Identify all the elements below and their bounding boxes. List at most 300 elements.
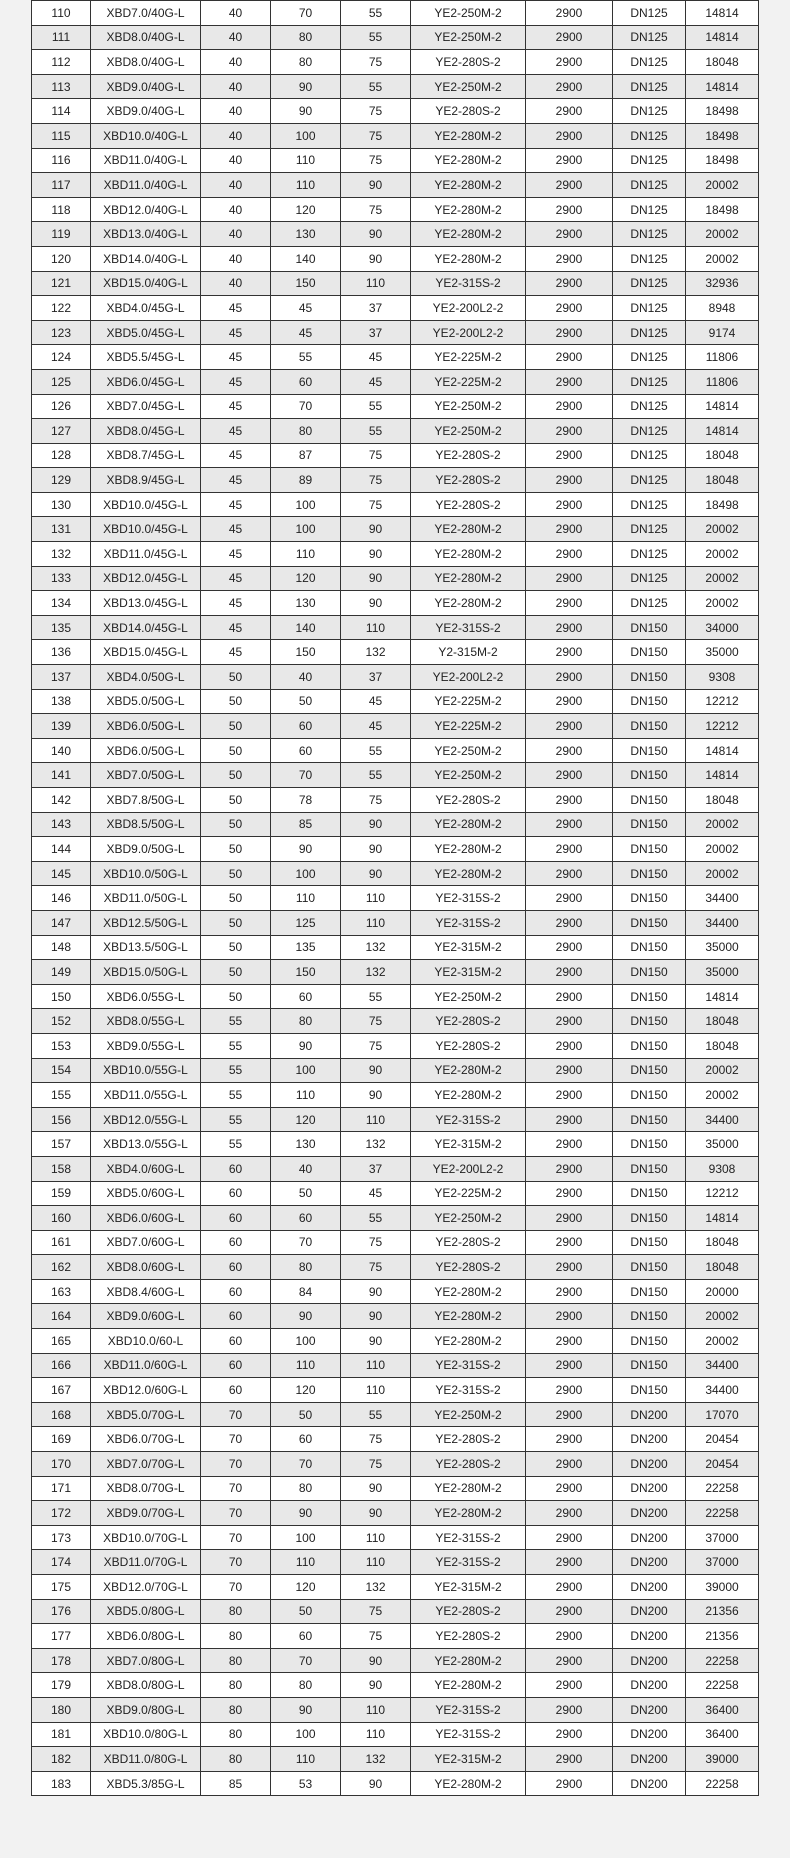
power-cell: 132 (341, 1132, 411, 1157)
row-number: 120 (32, 246, 91, 271)
outlet-size-cell: DN200 (613, 1525, 686, 1550)
outlet-size-cell: DN200 (613, 1476, 686, 1501)
head-cell: 110 (271, 886, 341, 911)
model-cell: XBD5.0/50G-L (91, 689, 201, 714)
outlet-size-cell: DN125 (613, 99, 686, 124)
motor-model-cell: YE2-280M-2 (411, 812, 526, 837)
flow-cell: 40 (201, 74, 271, 99)
flow-cell: 50 (201, 714, 271, 739)
model-cell: XBD5.0/70G-L (91, 1402, 201, 1427)
table-row (32, 99, 759, 124)
row-number: 181 (32, 1722, 91, 1747)
model-cell: XBD4.0/50G-L (91, 665, 201, 690)
motor-model-cell: YE2-280M-2 (411, 837, 526, 862)
row-number: 131 (32, 517, 91, 542)
head-cell: 90 (271, 1304, 341, 1329)
row-number: 147 (32, 910, 91, 935)
table-row (32, 369, 759, 394)
row-number: 145 (32, 861, 91, 886)
model-cell: XBD9.0/60G-L (91, 1304, 201, 1329)
model-cell: XBD12.0/70G-L (91, 1575, 201, 1600)
table-row (32, 861, 759, 886)
power-cell: 110 (341, 271, 411, 296)
outlet-size-cell: DN150 (613, 837, 686, 862)
table-row (32, 345, 759, 370)
weight-cell: 9174 (686, 320, 759, 345)
flow-cell: 50 (201, 960, 271, 985)
flow-cell: 50 (201, 689, 271, 714)
head-cell: 150 (271, 960, 341, 985)
speed-cell: 2900 (526, 1550, 613, 1575)
model-cell: XBD9.0/55G-L (91, 1033, 201, 1058)
motor-model-cell: YE2-315M-2 (411, 960, 526, 985)
weight-cell: 14814 (686, 763, 759, 788)
table-row (32, 1697, 759, 1722)
speed-cell: 2900 (526, 173, 613, 198)
outlet-size-cell: DN125 (613, 123, 686, 148)
table-row (32, 1279, 759, 1304)
model-cell: XBD13.5/50G-L (91, 935, 201, 960)
row-number: 175 (32, 1575, 91, 1600)
speed-cell: 2900 (526, 1107, 613, 1132)
outlet-size-cell: DN150 (613, 788, 686, 813)
head-cell: 90 (271, 1501, 341, 1526)
weight-cell: 39000 (686, 1747, 759, 1772)
model-cell: XBD8.4/60G-L (91, 1279, 201, 1304)
outlet-size-cell: DN125 (613, 25, 686, 50)
power-cell: 55 (341, 1402, 411, 1427)
speed-cell: 2900 (526, 1722, 613, 1747)
flow-cell: 60 (201, 1230, 271, 1255)
flow-cell: 50 (201, 763, 271, 788)
flow-cell: 70 (201, 1402, 271, 1427)
motor-model-cell: YE2-280S-2 (411, 443, 526, 468)
motor-model-cell: YE2-280S-2 (411, 492, 526, 517)
head-cell: 70 (271, 1, 341, 26)
model-cell: XBD10.0/40G-L (91, 123, 201, 148)
model-cell: XBD15.0/45G-L (91, 640, 201, 665)
table-row (32, 1156, 759, 1181)
model-cell: XBD5.0/45G-L (91, 320, 201, 345)
row-number: 134 (32, 591, 91, 616)
power-cell: 75 (341, 1033, 411, 1058)
model-cell: XBD7.0/80G-L (91, 1648, 201, 1673)
outlet-size-cell: DN150 (613, 689, 686, 714)
outlet-size-cell: DN125 (613, 74, 686, 99)
row-number: 112 (32, 50, 91, 75)
motor-model-cell: YE2-200L2-2 (411, 296, 526, 321)
head-cell: 100 (271, 1058, 341, 1083)
power-cell: 110 (341, 910, 411, 935)
outlet-size-cell: DN125 (613, 173, 686, 198)
speed-cell: 2900 (526, 1673, 613, 1698)
motor-model-cell: YE2-250M-2 (411, 763, 526, 788)
power-cell: 110 (341, 1550, 411, 1575)
row-number: 167 (32, 1378, 91, 1403)
outlet-size-cell: DN150 (613, 1107, 686, 1132)
weight-cell: 20002 (686, 591, 759, 616)
model-cell: XBD10.0/50G-L (91, 861, 201, 886)
flow-cell: 40 (201, 99, 271, 124)
power-cell: 37 (341, 665, 411, 690)
motor-model-cell: YE2-315S-2 (411, 1107, 526, 1132)
power-cell: 90 (341, 1304, 411, 1329)
weight-cell: 18048 (686, 788, 759, 813)
weight-cell: 22258 (686, 1476, 759, 1501)
model-cell: XBD10.0/70G-L (91, 1525, 201, 1550)
outlet-size-cell: DN150 (613, 1058, 686, 1083)
weight-cell: 11806 (686, 369, 759, 394)
power-cell: 45 (341, 369, 411, 394)
table-row (32, 320, 759, 345)
head-cell: 50 (271, 689, 341, 714)
row-number: 123 (32, 320, 91, 345)
table-row (32, 1107, 759, 1132)
flow-cell: 45 (201, 492, 271, 517)
table-row (32, 1009, 759, 1034)
flow-cell: 70 (201, 1452, 271, 1477)
motor-model-cell: YE2-315S-2 (411, 1353, 526, 1378)
outlet-size-cell: DN125 (613, 148, 686, 173)
row-number: 172 (32, 1501, 91, 1526)
row-number: 113 (32, 74, 91, 99)
head-cell: 100 (271, 123, 341, 148)
outlet-size-cell: DN125 (613, 1, 686, 26)
weight-cell: 36400 (686, 1697, 759, 1722)
power-cell: 75 (341, 1255, 411, 1280)
model-cell: XBD7.0/70G-L (91, 1452, 201, 1477)
power-cell: 55 (341, 738, 411, 763)
row-number: 110 (32, 1, 91, 26)
head-cell: 89 (271, 468, 341, 493)
outlet-size-cell: DN125 (613, 468, 686, 493)
flow-cell: 40 (201, 1, 271, 26)
table-row (32, 1747, 759, 1772)
flow-cell: 80 (201, 1599, 271, 1624)
row-number: 137 (32, 665, 91, 690)
flow-cell: 70 (201, 1575, 271, 1600)
outlet-size-cell: DN150 (613, 714, 686, 739)
model-cell: XBD13.0/55G-L (91, 1132, 201, 1157)
motor-model-cell: YE2-280M-2 (411, 123, 526, 148)
motor-model-cell: YE2-225M-2 (411, 689, 526, 714)
speed-cell: 2900 (526, 1624, 613, 1649)
model-cell: XBD10.0/45G-L (91, 492, 201, 517)
weight-cell: 14814 (686, 25, 759, 50)
weight-cell: 20002 (686, 861, 759, 886)
outlet-size-cell: DN200 (613, 1402, 686, 1427)
model-cell: XBD11.0/55G-L (91, 1083, 201, 1108)
outlet-size-cell: DN150 (613, 812, 686, 837)
speed-cell: 2900 (526, 468, 613, 493)
outlet-size-cell: DN200 (613, 1452, 686, 1477)
model-cell: XBD5.0/60G-L (91, 1181, 201, 1206)
outlet-size-cell: DN200 (613, 1575, 686, 1600)
flow-cell: 55 (201, 1083, 271, 1108)
speed-cell: 2900 (526, 246, 613, 271)
outlet-size-cell: DN150 (613, 1132, 686, 1157)
head-cell: 100 (271, 1722, 341, 1747)
weight-cell: 17070 (686, 1402, 759, 1427)
outlet-size-cell: DN200 (613, 1624, 686, 1649)
weight-cell: 18498 (686, 197, 759, 222)
power-cell: 55 (341, 984, 411, 1009)
speed-cell: 2900 (526, 271, 613, 296)
power-cell: 75 (341, 1599, 411, 1624)
weight-cell: 14814 (686, 1, 759, 26)
motor-model-cell: YE2-280M-2 (411, 517, 526, 542)
row-number: 124 (32, 345, 91, 370)
weight-cell: 18498 (686, 123, 759, 148)
head-cell: 60 (271, 984, 341, 1009)
table-row (32, 689, 759, 714)
model-cell: XBD7.0/45G-L (91, 394, 201, 419)
flow-cell: 45 (201, 468, 271, 493)
weight-cell: 20002 (686, 246, 759, 271)
model-cell: XBD12.0/60G-L (91, 1378, 201, 1403)
motor-model-cell: YE2-280M-2 (411, 1329, 526, 1354)
power-cell: 75 (341, 197, 411, 222)
outlet-size-cell: DN200 (613, 1427, 686, 1452)
table-row (32, 492, 759, 517)
head-cell: 135 (271, 935, 341, 960)
row-number: 177 (32, 1624, 91, 1649)
model-cell: XBD7.0/50G-L (91, 763, 201, 788)
motor-model-cell: YE2-280S-2 (411, 1255, 526, 1280)
table-row (32, 296, 759, 321)
speed-cell: 2900 (526, 369, 613, 394)
head-cell: 125 (271, 910, 341, 935)
table-row (32, 1722, 759, 1747)
speed-cell: 2900 (526, 837, 613, 862)
power-cell: 132 (341, 1747, 411, 1772)
row-number: 114 (32, 99, 91, 124)
table-row (32, 173, 759, 198)
power-cell: 90 (341, 1058, 411, 1083)
table-row (32, 1, 759, 26)
power-cell: 55 (341, 763, 411, 788)
motor-model-cell: YE2-280S-2 (411, 99, 526, 124)
row-number: 127 (32, 419, 91, 444)
weight-cell: 18498 (686, 492, 759, 517)
weight-cell: 18048 (686, 1033, 759, 1058)
flow-cell: 50 (201, 788, 271, 813)
head-cell: 80 (271, 1673, 341, 1698)
head-cell: 100 (271, 517, 341, 542)
speed-cell: 2900 (526, 1156, 613, 1181)
head-cell: 120 (271, 197, 341, 222)
flow-cell: 60 (201, 1156, 271, 1181)
motor-model-cell: YE2-225M-2 (411, 345, 526, 370)
row-number: 178 (32, 1648, 91, 1673)
motor-model-cell: YE2-280S-2 (411, 468, 526, 493)
motor-model-cell: YE2-280S-2 (411, 788, 526, 813)
motor-model-cell: YE2-280S-2 (411, 1599, 526, 1624)
table-row (32, 542, 759, 567)
flow-cell: 40 (201, 148, 271, 173)
speed-cell: 2900 (526, 960, 613, 985)
model-cell: XBD8.0/80G-L (91, 1673, 201, 1698)
power-cell: 75 (341, 1624, 411, 1649)
model-cell: XBD7.0/40G-L (91, 1, 201, 26)
power-cell: 45 (341, 689, 411, 714)
power-cell: 90 (341, 222, 411, 247)
power-cell: 75 (341, 492, 411, 517)
flow-cell: 40 (201, 173, 271, 198)
motor-model-cell: YE2-280S-2 (411, 1033, 526, 1058)
flow-cell: 45 (201, 517, 271, 542)
outlet-size-cell: DN125 (613, 369, 686, 394)
table-row (32, 148, 759, 173)
outlet-size-cell: DN200 (613, 1747, 686, 1772)
table-row (32, 640, 759, 665)
weight-cell: 20002 (686, 173, 759, 198)
speed-cell: 2900 (526, 1058, 613, 1083)
motor-model-cell: YE2-280S-2 (411, 1452, 526, 1477)
outlet-size-cell: DN200 (613, 1722, 686, 1747)
motor-model-cell: YE2-200L2-2 (411, 320, 526, 345)
power-cell: 110 (341, 1525, 411, 1550)
speed-cell: 2900 (526, 935, 613, 960)
head-cell: 110 (271, 148, 341, 173)
outlet-size-cell: DN150 (613, 615, 686, 640)
speed-cell: 2900 (526, 542, 613, 567)
flow-cell: 40 (201, 271, 271, 296)
speed-cell: 2900 (526, 419, 613, 444)
power-cell: 110 (341, 1722, 411, 1747)
motor-model-cell: YE2-315S-2 (411, 271, 526, 296)
motor-model-cell: YE2-315M-2 (411, 1747, 526, 1772)
speed-cell: 2900 (526, 1476, 613, 1501)
model-cell: XBD9.0/40G-L (91, 99, 201, 124)
row-number: 132 (32, 542, 91, 567)
outlet-size-cell: DN125 (613, 222, 686, 247)
speed-cell: 2900 (526, 812, 613, 837)
motor-model-cell: YE2-280M-2 (411, 246, 526, 271)
table-body (32, 1, 759, 1796)
weight-cell: 20002 (686, 1304, 759, 1329)
motor-model-cell: YE2-280M-2 (411, 1476, 526, 1501)
motor-model-cell: YE2-280M-2 (411, 1648, 526, 1673)
speed-cell: 2900 (526, 25, 613, 50)
head-cell: 90 (271, 1697, 341, 1722)
table-row (32, 984, 759, 1009)
row-number: 164 (32, 1304, 91, 1329)
row-number: 166 (32, 1353, 91, 1378)
power-cell: 132 (341, 935, 411, 960)
head-cell: 90 (271, 1033, 341, 1058)
motor-model-cell: YE2-315S-2 (411, 886, 526, 911)
outlet-size-cell: DN150 (613, 1329, 686, 1354)
outlet-size-cell: DN125 (613, 542, 686, 567)
row-number: 144 (32, 837, 91, 862)
motor-model-cell: YE2-315M-2 (411, 1132, 526, 1157)
head-cell: 40 (271, 1156, 341, 1181)
outlet-size-cell: DN125 (613, 394, 686, 419)
model-cell: XBD10.0/55G-L (91, 1058, 201, 1083)
outlet-size-cell: DN150 (613, 1156, 686, 1181)
speed-cell: 2900 (526, 443, 613, 468)
power-cell: 75 (341, 148, 411, 173)
power-cell: 45 (341, 345, 411, 370)
power-cell: 75 (341, 1427, 411, 1452)
model-cell: XBD12.5/50G-L (91, 910, 201, 935)
weight-cell: 20002 (686, 222, 759, 247)
weight-cell: 21356 (686, 1624, 759, 1649)
power-cell: 90 (341, 517, 411, 542)
row-number: 156 (32, 1107, 91, 1132)
model-cell: XBD5.5/45G-L (91, 345, 201, 370)
head-cell: 140 (271, 246, 341, 271)
outlet-size-cell: DN150 (613, 1230, 686, 1255)
head-cell: 110 (271, 1550, 341, 1575)
motor-model-cell: YE2-280S-2 (411, 1624, 526, 1649)
power-cell: 90 (341, 1648, 411, 1673)
row-number: 159 (32, 1181, 91, 1206)
speed-cell: 2900 (526, 1648, 613, 1673)
speed-cell: 2900 (526, 148, 613, 173)
model-cell: XBD6.0/50G-L (91, 738, 201, 763)
model-cell: XBD9.0/80G-L (91, 1697, 201, 1722)
weight-cell: 18048 (686, 1230, 759, 1255)
outlet-size-cell: DN150 (613, 1033, 686, 1058)
speed-cell: 2900 (526, 1771, 613, 1796)
speed-cell: 2900 (526, 1599, 613, 1624)
motor-model-cell: YE2-280S-2 (411, 1427, 526, 1452)
motor-model-cell: YE2-280M-2 (411, 1058, 526, 1083)
model-cell: XBD6.0/45G-L (91, 369, 201, 394)
speed-cell: 2900 (526, 320, 613, 345)
head-cell: 130 (271, 591, 341, 616)
model-cell: XBD6.0/70G-L (91, 1427, 201, 1452)
head-cell: 120 (271, 1107, 341, 1132)
power-cell: 90 (341, 812, 411, 837)
head-cell: 80 (271, 1009, 341, 1034)
head-cell: 90 (271, 837, 341, 862)
speed-cell: 2900 (526, 738, 613, 763)
outlet-size-cell: DN150 (613, 886, 686, 911)
row-number: 125 (32, 369, 91, 394)
motor-model-cell: YE2-280M-2 (411, 148, 526, 173)
head-cell: 110 (271, 1083, 341, 1108)
table-row (32, 566, 759, 591)
outlet-size-cell: DN150 (613, 1353, 686, 1378)
flow-cell: 80 (201, 1673, 271, 1698)
speed-cell: 2900 (526, 74, 613, 99)
flow-cell: 50 (201, 861, 271, 886)
table-row (32, 812, 759, 837)
flow-cell: 45 (201, 566, 271, 591)
weight-cell: 20454 (686, 1452, 759, 1477)
model-cell: XBD11.0/50G-L (91, 886, 201, 911)
weight-cell: 36400 (686, 1722, 759, 1747)
model-cell: XBD11.0/70G-L (91, 1550, 201, 1575)
head-cell: 55 (271, 345, 341, 370)
row-number: 160 (32, 1206, 91, 1231)
table-row (32, 1427, 759, 1452)
head-cell: 100 (271, 861, 341, 886)
model-cell: XBD15.0/40G-L (91, 271, 201, 296)
speed-cell: 2900 (526, 788, 613, 813)
speed-cell: 2900 (526, 910, 613, 935)
power-cell: 37 (341, 1156, 411, 1181)
power-cell: 55 (341, 1206, 411, 1231)
motor-model-cell: YE2-200L2-2 (411, 665, 526, 690)
outlet-size-cell: DN150 (613, 935, 686, 960)
speed-cell: 2900 (526, 1230, 613, 1255)
weight-cell: 34400 (686, 1353, 759, 1378)
flow-cell: 70 (201, 1550, 271, 1575)
